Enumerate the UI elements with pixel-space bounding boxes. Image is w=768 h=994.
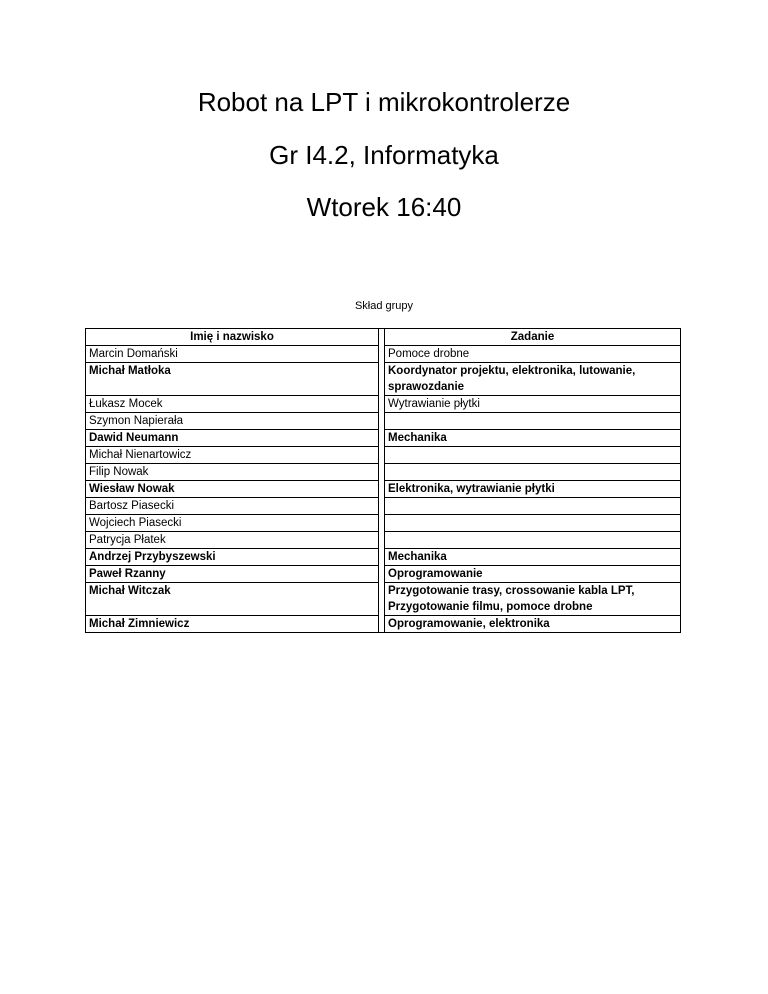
document-title: Robot na LPT i mikrokontrolerze [197, 87, 571, 117]
schedule-subtitle: Wtorek 16:40 [306, 192, 462, 222]
member-name: Wojciech Piasecki [85, 514, 379, 531]
member-name: Michał Matłoka [85, 362, 379, 395]
member-task [384, 497, 681, 514]
member-task: Oprogramowanie, elektronika [384, 615, 681, 632]
member-name: Michał Witczak [85, 582, 379, 615]
member-name: Marcin Domański [85, 345, 379, 362]
member-task: Pomoce drobne [384, 345, 681, 362]
member-task: Elektronika, wytrawianie płytki [384, 480, 681, 497]
member-name: Bartosz Piasecki [85, 497, 379, 514]
table-row [85, 480, 681, 497]
member-task [384, 531, 681, 548]
table-row [85, 446, 681, 463]
member-name: Wiesław Nowak [85, 480, 379, 497]
member-task: Mechanika [384, 548, 681, 565]
table-row [85, 548, 681, 565]
member-task [384, 463, 681, 480]
table-row [85, 531, 681, 548]
member-task [384, 514, 681, 531]
member-name: Szymon Napierała [85, 412, 379, 429]
table-caption: Skład grupy [354, 300, 414, 312]
member-name: Filip Nowak [85, 463, 379, 480]
table-row [85, 429, 681, 446]
table-row [85, 565, 681, 582]
table-row [85, 412, 681, 429]
member-task: Przygotowanie trasy, crossowanie kabla LPT, Przygotowanie filmu, pomoce drobne [384, 582, 681, 615]
header-task: Zadanie [384, 329, 681, 345]
member-name: Łukasz Mocek [85, 395, 379, 412]
member-name: Michał Zimniewicz [85, 615, 379, 632]
member-task [384, 412, 681, 429]
table-header-row [85, 329, 681, 345]
table-row [85, 582, 681, 615]
table-row [85, 615, 681, 632]
table-row [85, 395, 681, 412]
members-table [85, 328, 681, 633]
group-subtitle: Gr I4.2, Informatyka [269, 140, 499, 170]
member-task: Mechanika [384, 429, 681, 446]
table-row [85, 362, 681, 395]
table-row [85, 463, 681, 480]
member-task: Oprogramowanie [384, 565, 681, 582]
table-row [85, 514, 681, 531]
member-task [384, 446, 681, 463]
table-row [85, 497, 681, 514]
member-task: Koordynator projektu, elektronika, lutowanie, sprawozdanie [384, 362, 681, 395]
member-task: Wytrawianie płytki [384, 395, 681, 412]
member-name: Michał Nienartowicz [85, 446, 379, 463]
table-row [85, 345, 681, 362]
header-name: Imię i nazwisko [85, 329, 379, 345]
member-name: Dawid Neumann [85, 429, 379, 446]
member-name: Andrzej Przybyszewski [85, 548, 379, 565]
member-name: Patrycja Płatek [85, 531, 379, 548]
member-name: Paweł Rzanny [85, 565, 379, 582]
